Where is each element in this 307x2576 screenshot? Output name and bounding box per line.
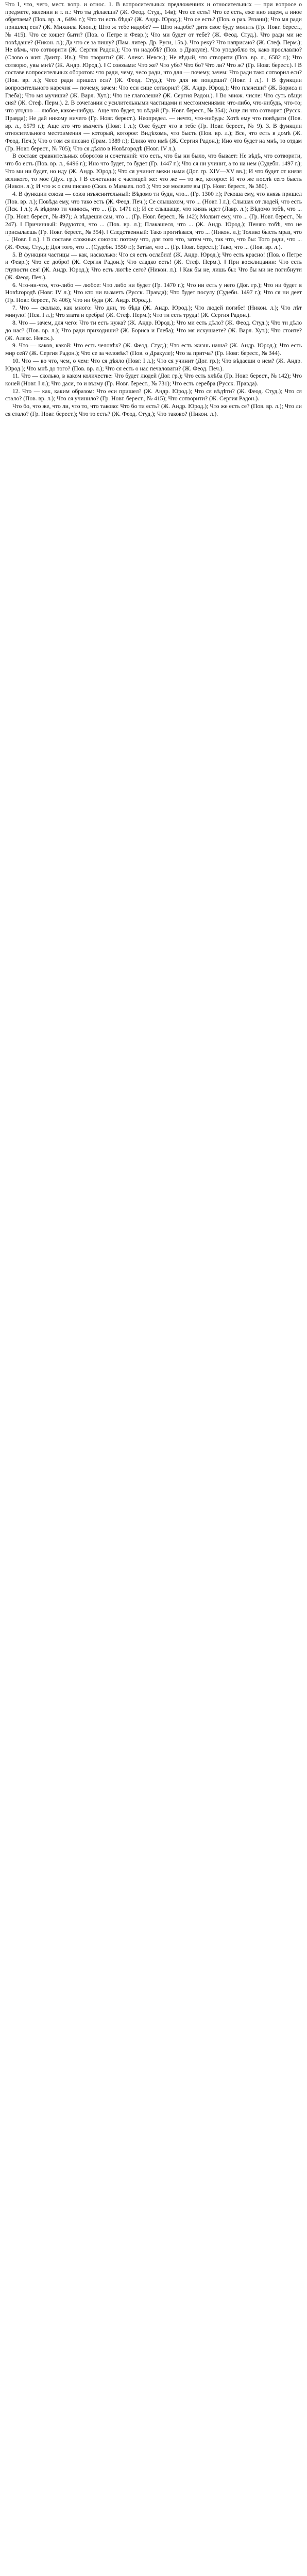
dictionary-paragraph: 4. В функции союза — союз изъяснительный: Вѣдомо ти буди, что... (Гр. 1300 г.); Рекоша ему, что князь пришел (Пов. вр. л.); Повѣда ему, что тако есть (Ж. Феод. Печ.); Се слышахом, что ... (Новг. I л.); Слышах от людей, что есть (Пск. I л.); А вѣдомо ти чинюсь, что ... (Гр. 1471 г.); И се слышаще, что князь идет (Лавр. л.); Вѣдомо тобѣ, что ... (Гр. Новг. берест., № 497); А вѣдаеши сам, что ... (Гр. Новг. берест., № 142); Молвит ему, что ... (Гр. Новг. берест., № 247). ‖ Причинный: Радуются, что ... (Пов. вр. л.); Плакашеся, что ... (Ж. Андр. Юрод.); Пеняю тобѣ, что не присылаешь (Гр. Новг. берест., № 354). ‖ Следственный: Тако прогнѣвася, что ... (Никон. л.); Толико бысть мраз, что ... (Новг. I л.). ‖ В составе сложных союзов: потому что, для того что, затем что, так что, что бы: Того ради, что ... (Ж. Феод. Студ.); Для того, что ... (Судебн. 1550 г.); Затѣм, что ... (Гр. Новг. берест.); Тако, что ... (Пов. вр. л.). (5, 190, 302, 250)
dictionary-paragraph: 9. Что — каков, какой: Что есть человѣк? (Ж. Феод. Студ.); Что есть жизнь наша? (Ж. Андр. Юрод.); Что есть мир сей? (Ж. Сергия Радон.); Что се за человѣк? (Пов. о Дракуле); Что за притча? (Гр. Новг. берест., № 344). (5, 342, 302, 357)
dictionary-paragraph: В составе сравнительных оборотов и сочетаний: что есть, что бы ни было, что бывает: Не вѣдѣ, что сотворити, что бо есть (Пов. вр. л., 6496 г.); Ино что будет, то будет (Гр. 1447 г.); Что ся ни учинит, а то на нем (Судебн. 1497 г.); Что ми ни будет, но иду (Ж. Андр. Юрод.); Что ся учинит межи нами (Дог. гр. XIV—XV вв.); И что будет от князя великого, то мое (Дух. гр.). ‖ В сочетании с частицей же: что же — то же, которое: И что же послѣ сего бысть (Никон. л.); И что ж о сем писано (Сказ. о Мамаев. поб.); Что же молвите вы (Гр. Новг. берест., № 380). (5, 152, 302, 190)
dictionary-paragraph: 10. Что — во что, чем, о чем: Что ся дѣяло (Новг. I л.); Что ся учинит (Дог. гр.); Что вѣдаеши о нем? (Ж. Андр. Юрод.); Что мнѣ до того? (Пов. вр. л.); Что ся есть о нас печаловати? (Ж. Феод. Печ.). (5, 357, 302, 372)
dictionary-paragraph: 7. Что — сколько, как много: Что дни, то бѣда (Ж. Андр. Юрод.); Что людей погибе! (Никон. л.); Что лѣт минуло! (Пск. I л.); Что злата и сребра! (Ж. Стеф. Перм.); Что ти есть труда! (Ж. Сергия Радон.). (5, 304, 302, 319)
dictionary-page (5, 0, 302, 418)
dictionary-paragraph: 6. Что-ни-что, что-либо — любое: Что либо ни будет (Гр. 1470 г.); Что ни есть у него (Дог. гр.); Что ни будет в Новѣгородѣ (Новг. IV л.); Что кто ни възметъ (Русск. Правда); Что будет посулу (Судебн. 1497 г.); Что ся ни деет (Гр. Новг. берест., № 406); Что ни буди (Ж. Андр. Юрод.). (5, 281, 302, 304)
dictionary-entry-headword: Что I, что, чего, мест. вопр. и относ. 1. В вопросительных предложениях и относительных — при вопросе о предмете, явлении и т. п.: Что ты дѣлаеши? (Ж. Феод. Студ., 14в); Что се есть? Что се есть, еже ино ищем, а иное обретаем? (Пов. вр. л., 6494 г.); Что ти есть бѣда? (Ж. Андр. Юрод.); Что се есть? (Пов. о раз. Рязани); Что мя ради пришлец еси? (Ж. Михаила Клоп.); Што ж тебе надобе? — Што надобе? дитя свое буду молить (Гр. Новг. берест., № 415). Что се хощет быти? (Пов. о Петре и Февр.); Что ми будет от тебе? (Ж. Феод. Студ.). Что ради ми не повѣдаше? (Никон. л.); Да что се за пишу? (Пам. литер. Др. Руси, 15в.). Что реку? Что наприсаю? (Ж. Стеф. Перм.); Не вѣмь, что сотворити (Ж. Сергия Радон.); Что ти надобѣ? (Пов. о Дракуле). Что уподоблю тя, како прославлю? (Слово о жит. Дмитр. Ив.); Что творити? (Ж. Алекс. Невск.); Не вѣдый, что створити (Пов. вр. л., 6582 г.); Что сотворю, увы мнѣ? (Ж. Андр. Юрод.). ‖ С союзами: Что же? Что убо? Что бо? Что ли? Что ж? (Гр. Новг. берест.). ‖ В составе вопросительных оборотов: что ради, чему, чесо ради, что для — почему, зачем: Что ради тако сотворил еси? (Пов. вр. л.); Чесо ради пришел еси? (Ж. Феод. Студ.); Что для не поидеши? (Новг. I л.). ‖ В функции вопросительного наречия — почему, зачем: Что еси сице сотворил? (Ж. Андр. Юрод.); Что плачеши? (Ж. Бориса и Глеба); Что мя мучиши? (Ж. Варл. Хут.); Что не глаголеши? (Ж. Сергия Радон.). ‖ Во множ. числе: Что суть вѣщи сия? (Ж. Стеф. Перм.). 2. В сочетании с усилительными частицами и местоимениями: что-либо, что-нибудь, что-то; что угодно — любое, какое-нибудь: Аще что будет, то вѣдай (Гр. Новг. берест., № 354); Аще ли что сотворит (Русск. Правда); Не дай никому ничего (Гр. Новг. берест.). Неопредел. — нечто, что-нибудь: Хотѣ ему что повѣдати (Пов. вр. л., 6579 г.); Аще кто что възметъ (Новг. I л.); Оже будет что в тебе (Гр. Новг. берест., № 9). 3. В функции относительного местоимения — который, которое: Видѣхомъ, что бысть (Пов. вр. л.); Все, что есть в домѣ (Ж. Феод. Печ.); Что о том ся писано (Грам. 1389 г.); Елико что имѣ (Ж. Сергия Радон.); Ино что будет на мнѣ, то отдам (Гр. Новг. берест., № 705); Что ся дѣяло в Новѣгородѣ (Новг. IV л.). (5, 1, 302, 152)
dictionary-paragraph: 11. Что — сколько, в каком количестве: Что будет людей (Дог. гр.); Что есть хлѣба (Гр. Новг. берест., № 142); Что коней (Новг. I л.); Что даси, то и възму (Гр. Новг. берест., № 731); Что есть серебра (Русск. Правда). (5, 372, 302, 387)
dictionary-paragraph: 12. Что — как, каким образом: Что еси пришел? (Ж. Андр. Юрод.); Что ся вѣдѣти? (Ж. Феод. Студ.); Что ся стало? (Пов. вр. л.); Что ся учинило? (Гр. Новг. берест., № 415); Что сотворити? (Ж. Сергия Радон.). (5, 387, 302, 402)
dictionary-paragraph: Что бо, что же, что ли, что то, что таково: Что бо ти есть? (Ж. Андр. Юрод.); Что же есть се? (Пов. вр. л.); Что ли ся стало? (Гр. Новг. берест.); Что то есть? (Ж. Феод. Студ.); Что таково? (Никон. л.). (5, 403, 302, 417)
dictionary-paragraph: 5. В функции частицы — как, насколько: Что ся есть ослабил! (Ж. Андр. Юрод.); Что есть красно! (Пов. о Петре и Февр.); Что се добро! (Ж. Сергия Радон.); Что сладко есть! (Ж. Стеф. Перм.). ‖ При восклицании: Что есть глупости сея! (Ж. Андр. Юрод.); Что есть лютѣе сего? (Никон. л.). ‖ Как бы не, лишь бы: Что бы ми не погибнути (Ж. Феод. Печ.). (5, 251, 302, 281)
dictionary-paragraph: 8. Что — зачем, для чего: Что ти есть нужа? (Ж. Андр. Юрод.); Что ми есть дѣло? (Ж. Феод. Студ.); Что ти дѣло до нас? (Пов. вр. л.); Что ради приходиши? (Ж. Бориса и Глеба); Что мя искушаете? (Ж. Варл. Хут.); Что стоите? (Ж. Алекс. Невск.). (5, 319, 302, 342)
